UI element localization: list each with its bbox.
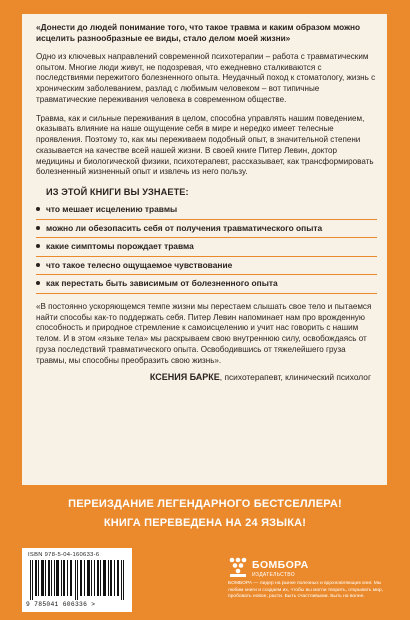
publisher-blurb: БОМБОРА — лидер на рынке полезных и вдохновляющих книг. Мы любим книги и создаем их, чтобы вы могли творить, открывать мир, пробовать новое, расти. Быть счастливыми. Быть на волне. — [228, 581, 383, 600]
isbn-barcode-box — [22, 548, 132, 612]
review-quote: «В постоянно ускоряющемся темпе жизни мы перестаем слышать свое тело и пытаемся найти способы как-то поддержать себя. Питер Левин напоминает нам про врожденную способность и природное стремление к самоисцелению и учит нас говорить с нашим телом. И в этом «языке тела» мы раскрываем свою внутреннюю силу, освобождаясь от груза последствий травматического опыта. Освободившись от тяжелейшего груза травмы, мы способны преобразить свою жизнь». — [36, 301, 372, 365]
learn-item: что такое телесно ощущаемое чувствование — [36, 257, 377, 276]
barcode-digits: 9 785041 606336 > — [26, 601, 96, 608]
reviewer-name: КСЕНИЯ БАРКЕ — [149, 372, 220, 383]
publisher-subtitle: ИЗДАТЕЛЬСТВО — [252, 572, 295, 578]
publisher-name: БОМБОРА — [252, 559, 309, 571]
promo-line-2: КНИГА ПЕРЕВЕДЕНА НА 24 ЯЗЫКА! — [103, 516, 307, 529]
lead-quote: «Донести до людей понимание того, что такое травма и каким образом можно исцелить разнообразные ее виды, стало делом моей жизни» — [36, 22, 361, 43]
intro-paragraph: Одно из ключевых направлений современной психотерапии – работа с травматическим опытом. Многие люди живут, не подозревая, что ежедневно сталкиваются с последствиями пережитого болезненного опыта. Неудачный поход к стоматологу, жизнь с хроническим заболеванием, разлад с любимым человеком – вот типичные травматические переживания человека в современном обществе. — [36, 51, 376, 104]
promo-banner — [0, 495, 410, 532]
description-panel — [22, 14, 387, 485]
learn-item: какие симптомы порождает травма — [36, 238, 377, 257]
bombora-logo-icon — [228, 556, 248, 578]
isbn-label: ISBN 978-5-04-160633-6 — [28, 552, 100, 558]
learn-list — [36, 201, 377, 294]
body-paragraph: Травма, как и сильные переживания в целом, способна управлять нашим поведением, оказывать влияние на наше ощущение себя в мире и нередко имеет телесные проявления. Поэтому то, как мы переживаем подобный опыт, в значительной степени сказывается на качестве всей нашей жизни. В своей книге Питер Левин, доктор медицины и биологической физики, психотерапевт, рассказывает, как трансформировать болезненный жизненный опыт и извлечь из него пользу. — [36, 113, 374, 177]
promo-line-1: ПЕРЕИЗДАНИЕ ЛЕГЕНДАРНОГО БЕСТСЕЛЛЕРА! — [68, 498, 342, 510]
learn-item: как перестать быть зависимым от болезненного опыта — [36, 275, 377, 294]
learn-item: что мешает исцелению травмы — [36, 201, 377, 220]
review-signature — [36, 372, 377, 384]
learn-item: можно ли обезопасить себя от получения травматического опыта — [36, 220, 377, 239]
reviewer-role: , психотерапевт, клинический психолог — [219, 372, 371, 383]
barcode-icon — [30, 560, 124, 600]
learn-heading: ИЗ ЭТОЙ КНИГИ ВЫ УЗНАЕТЕ: — [46, 187, 189, 198]
